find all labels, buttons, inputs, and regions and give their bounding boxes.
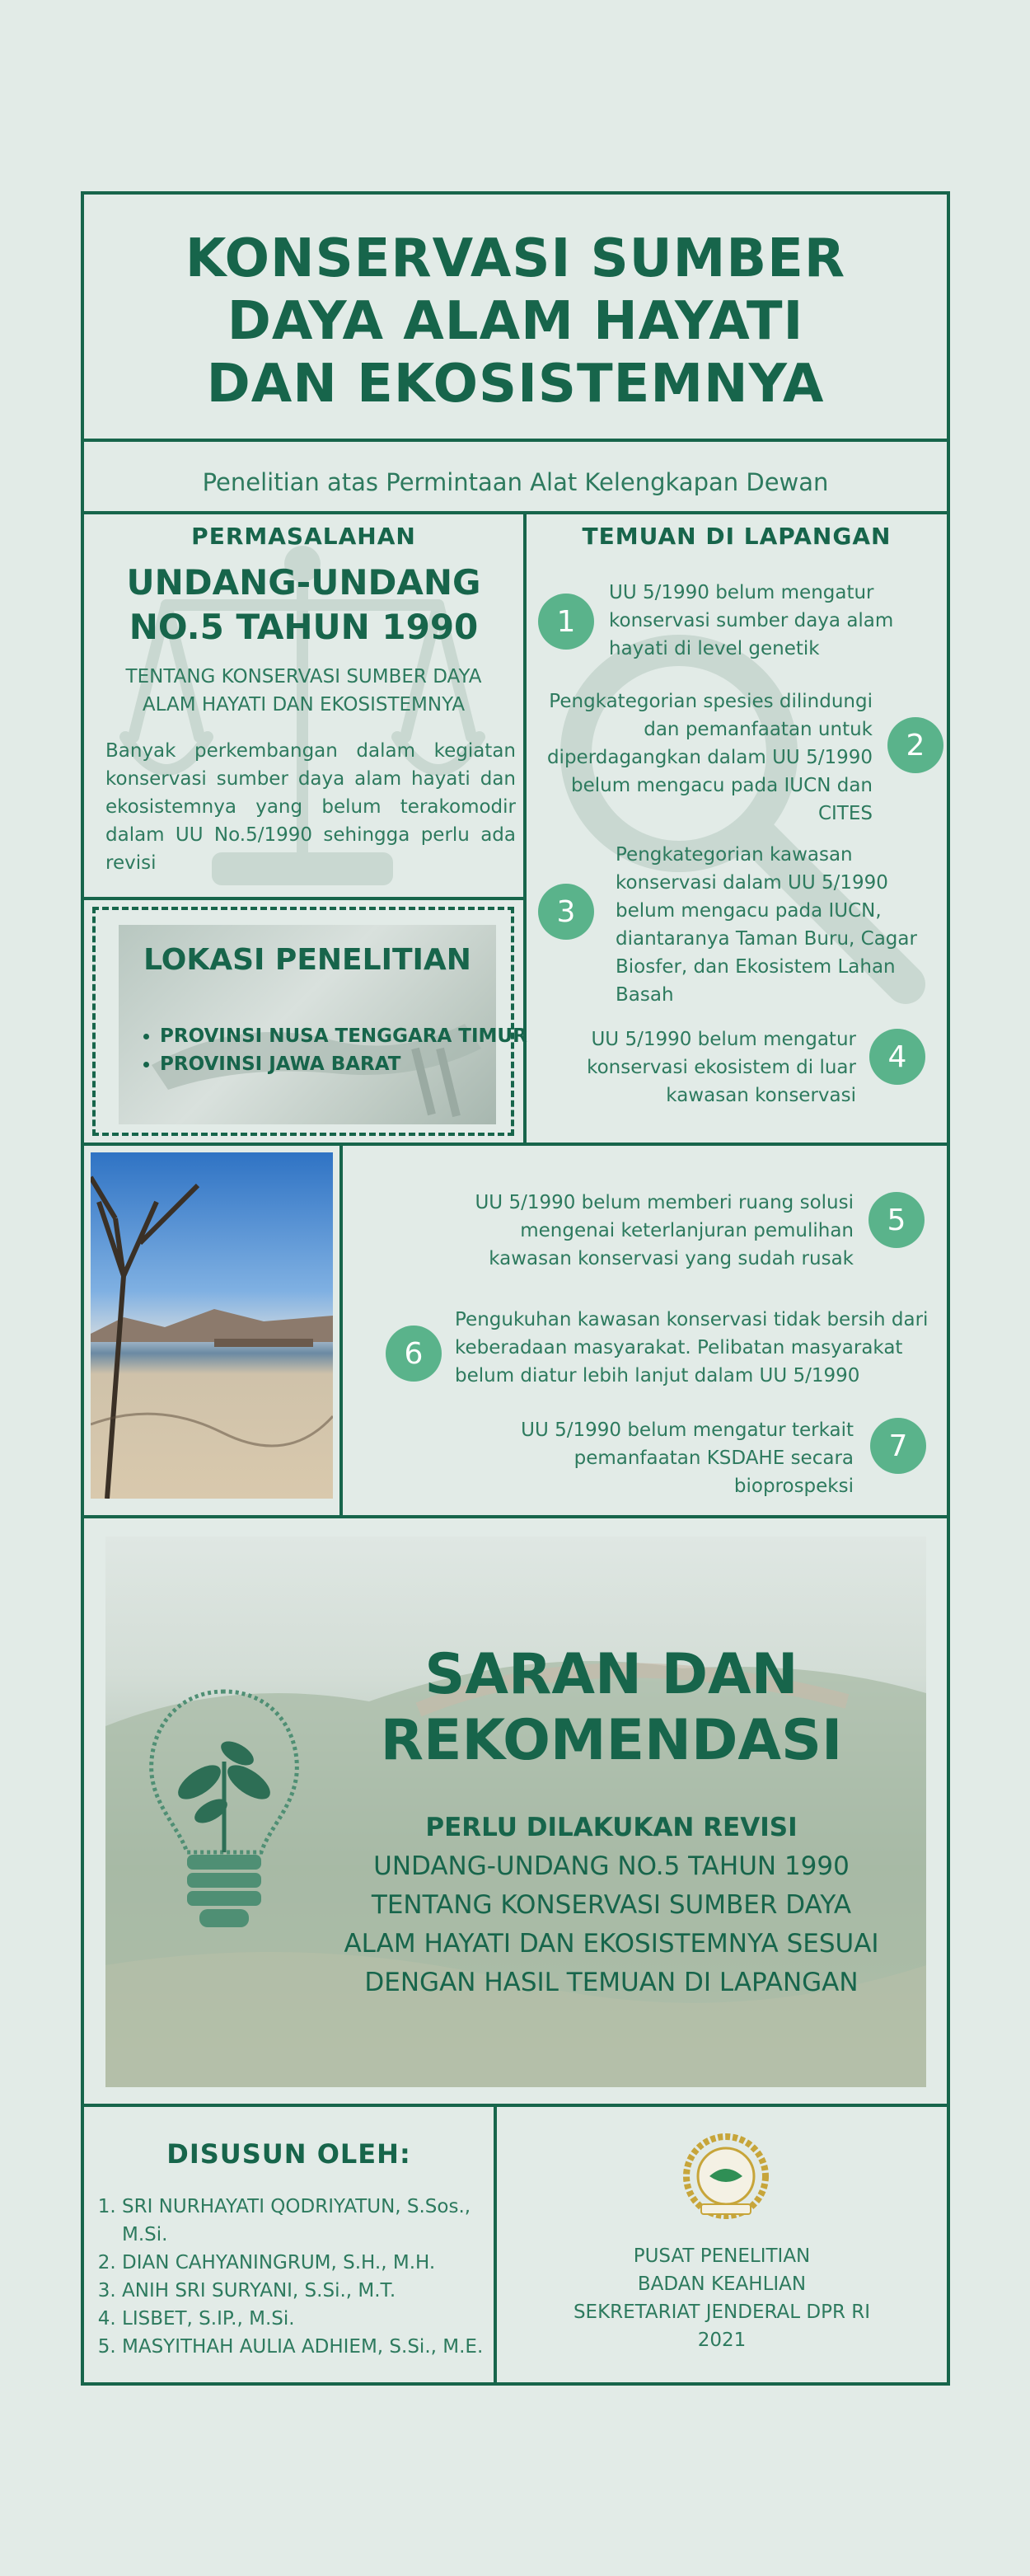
- subtitle: Penelitian atas Permintaan Alat Kelengkapan Dewan: [202, 468, 829, 496]
- recommendation-box: [81, 1515, 950, 2107]
- law-title-line-2: NO.5 TAHUN 1990: [129, 607, 479, 647]
- recommendation-line-3: ALAM HAYATI DAN EKOSISTEMNYA SESUAI: [344, 1929, 879, 1959]
- finding-text-2: Pengkategorian spesies dilindungi dan pemanfaatan untuk diperdagangkan dalam UU 5/1990 belum mengacu pada IUCN dan CITES: [546, 691, 873, 824]
- author-item: 1. SRI NURHAYATI QODRIYATUN, S.Sos., M.Si.: [122, 2193, 509, 2249]
- recommendation-heading-line-2: REKOMENDASI: [380, 1708, 843, 1773]
- location-box: [81, 897, 527, 1146]
- recommendation-lead: PERLU DILAKUKAN REVISI: [425, 1813, 798, 1842]
- finding-number-4: 4: [869, 1029, 925, 1085]
- recommendation-heading-line-1: SARAN DAN: [424, 1642, 798, 1707]
- authors-list: [84, 2193, 509, 2361]
- dpr-emblem-icon: [677, 2128, 775, 2227]
- page-title: [84, 228, 947, 415]
- finding-text-4: UU 5/1990 belum mengatur konservasi ekosistem di luar kawasan konservasi: [587, 1029, 856, 1106]
- institution-text: [497, 2242, 947, 2354]
- recommendation-heading: [356, 1642, 867, 1774]
- location-heading: LOKASI PENELITIAN: [143, 943, 471, 977]
- finding-number-2: 2: [887, 717, 943, 773]
- recommendation-line-4: DENGAN HASIL TEMUAN DI LAPANGAN: [364, 1968, 859, 1997]
- location-list: [130, 1022, 539, 1078]
- law-title: [84, 561, 523, 650]
- problem-description: Banyak perkembangan dalam kegiatan konservasi sumber daya alam hayati dan ekosistemnya yang belum terakomodir dalam UU No.5/1990 sehingga perlu ada revisi: [105, 740, 516, 874]
- problem-heading: PERMASALAHAN: [191, 523, 416, 550]
- finding-text-5: UU 5/1990 belum memberi ruang solusi mengenai keterlanjuran pemulihan kawasan konservasi yang sudah rusak: [475, 1192, 854, 1269]
- recommendation-text: [315, 1809, 908, 2002]
- findings-heading: TEMUAN DI LAPANGAN: [582, 523, 892, 550]
- subtitle-box: [81, 439, 950, 514]
- institution-box: [494, 2104, 950, 2386]
- title-line-2: DAYA ALAM HAYATI: [227, 291, 804, 352]
- finding-number-3: 3: [538, 884, 594, 940]
- law-subtitle-line-1: TENTANG KONSERVASI SUMBER DAYA: [125, 666, 482, 687]
- problem-box: [81, 511, 527, 900]
- author-item: 5. MASYITHAH AULIA ADHIEM, S.Si., M.E.: [122, 2333, 509, 2361]
- finding-text-1: UU 5/1990 belum mengatur konservasi sumber daya alam hayati di level genetik: [609, 582, 894, 659]
- author-item: 3. ANIH SRI SURYANI, S.Si., M.T.: [122, 2277, 509, 2305]
- law-subtitle: [84, 663, 523, 719]
- finding-text-7: UU 5/1990 belum mengatur terkait pemanfaatan KSDAHE secara bioprospeksi: [521, 1419, 854, 1497]
- findings-box: [523, 511, 950, 1146]
- title-box: [81, 191, 950, 442]
- finding-number-1: 1: [538, 594, 594, 650]
- recommendation-line-1: UNDANG-UNDANG NO.5 TAHUN 1990: [373, 1851, 850, 1881]
- photo-box: [81, 1143, 343, 1518]
- beach-photo: [91, 1152, 333, 1499]
- author-item: 2. DIAN CAHYANINGRUM, S.H., M.H.: [122, 2249, 509, 2277]
- authors-box: [81, 2104, 497, 2386]
- institution-line-3: SEKRETARIAT JENDERAL DPR RI: [573, 2302, 871, 2323]
- authors-heading: DISUSUN OLEH:: [166, 2138, 411, 2170]
- finding-number-6: 6: [386, 1326, 442, 1382]
- institution-line-2: BADAN KEAHLIAN: [637, 2273, 807, 2295]
- law-title-line-1: UNDANG-UNDANG: [126, 562, 481, 603]
- recommendation-line-2: TENTANG KONSERVASI SUMBER DAYA: [371, 1890, 852, 1920]
- location-item: • PROVINSI JAWA BARAT: [160, 1050, 539, 1078]
- location-item: • PROVINSI NUSA TENGGARA TIMUR: [160, 1022, 539, 1050]
- title-line-3: DAN EKOSISTEMNYA: [206, 354, 825, 415]
- author-item: 4. LISBET, S.IP., M.Si.: [122, 2305, 509, 2333]
- finding-number-7: 7: [870, 1418, 926, 1474]
- title-line-1: KONSERVASI SUMBER: [185, 228, 846, 289]
- law-subtitle-line-2: ALAM HAYATI DAN EKOSISTEMNYA: [142, 694, 466, 716]
- lightbulb-leaf-icon: [142, 1683, 307, 1947]
- institution-line-1: PUSAT PENELITIAN: [633, 2245, 811, 2267]
- findings-box-2: [339, 1143, 950, 1518]
- finding-text-6: Pengukuhan kawasan konservasi tidak bersih dari keberadaan masyarakat. Pelibatan masyarakat belum diatur lebih lanjut dalam UU 5/1990: [455, 1309, 929, 1387]
- finding-text-3: Pengkategorian kawasan konservasi dalam UU 5/1990 belum mengacu pada IUCN, diantaranya Taman Buru, Cagar Biosfer, dan Ekosistem Lahan Basah: [616, 844, 917, 1006]
- finding-number-5: 5: [868, 1192, 925, 1248]
- institution-year: 2021: [697, 2330, 747, 2351]
